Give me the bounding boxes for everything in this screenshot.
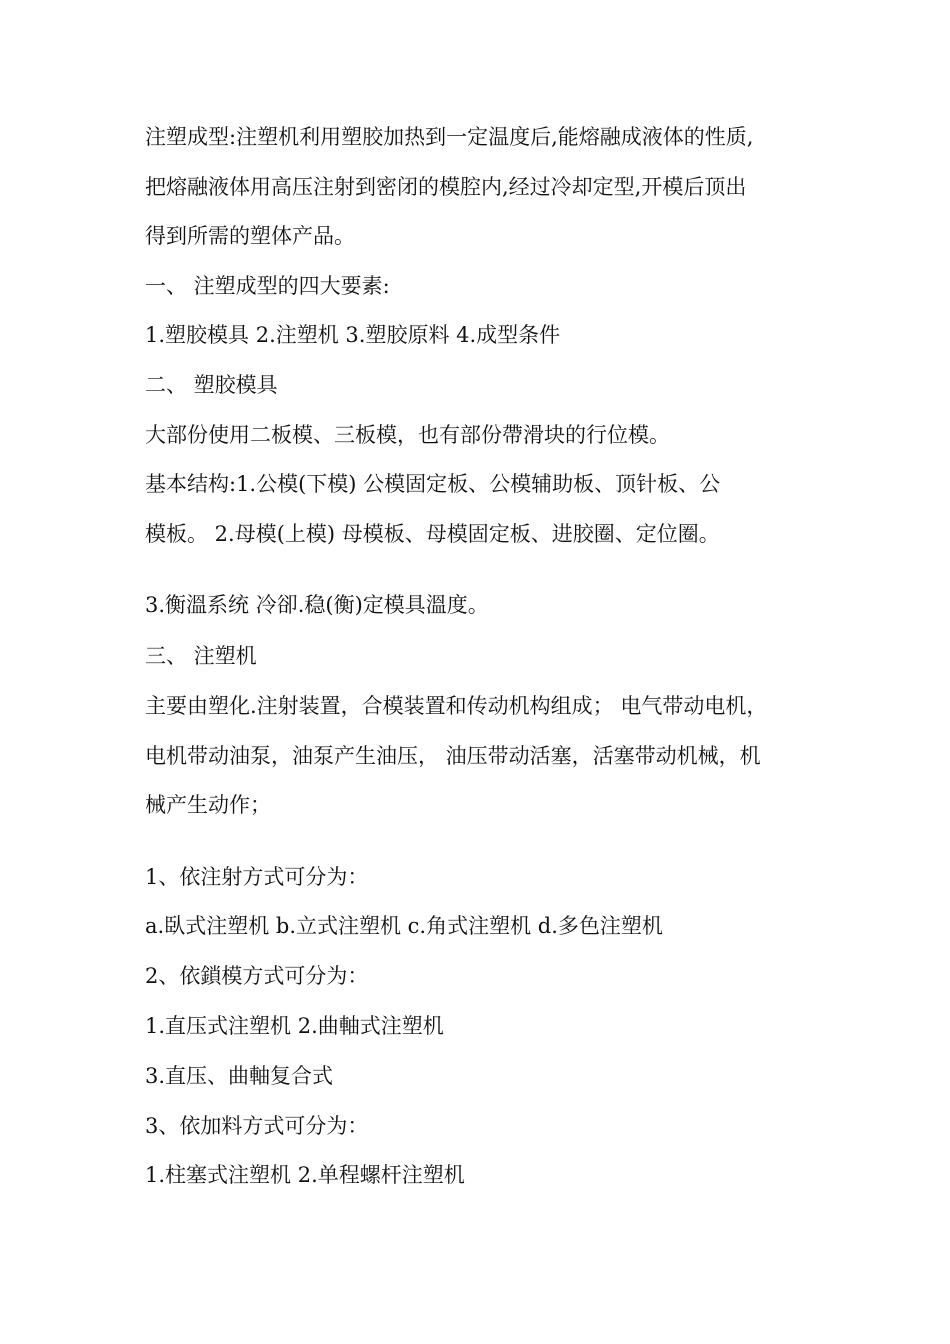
section-2-para-2-line-1: 基本结构:1.公模(下模) 公模固定板、公模辅助板、顶针板、公 [145, 472, 721, 496]
section-2-para-2-line-2: 模板。 2.母模(上模) 母模板、母模固定板、进胶圈、定位圈。 [145, 522, 720, 546]
section-3-para-line-2: 电机带动油泵，油泵产生油压， 油压带动活塞，活塞带动机械，机 [145, 744, 761, 768]
section-2-heading: 二、 塑胶模具 [145, 373, 278, 397]
section-3-para-line-1: 主要由塑化.注射装置，合模装置和传动机构组成； 电气带动电机， [145, 694, 768, 718]
section-1-items: 1.塑胶模具 2.注塑机 3.塑胶原料 4.成型条件 [145, 323, 561, 347]
section-1-heading: 一、 注塑成型的四大要素: [145, 274, 390, 298]
intro-line-1: 注塑成型:注塑机利用塑胶加热到一定温度后,能熔融成液体的性质, [145, 125, 754, 149]
sub-1-items: a.臥式注塑机 b.立式注塑机 c.角式注塑机 d.多色注塑机 [145, 914, 663, 938]
section-3-para-line-3: 械产生动作； [145, 793, 271, 817]
section-2-para-3: 3.衡溫系统 冷卻.稳(衡)定模具溫度。 [145, 593, 489, 617]
sub-2-items-line-2: 3.直压、曲軸复合式 [145, 1064, 334, 1088]
sub-1-heading: 1、依注射方式可分为： [145, 865, 369, 889]
section-2-para-1: 大部份使用二板模、三板模，也有部份帶滑块的行位模。 [145, 423, 670, 447]
section-3-heading: 三、 注塑机 [145, 644, 257, 668]
sub-2-items-line-1: 1.直压式注塑机 2.曲軸式注塑机 [145, 1014, 444, 1038]
sub-2-heading: 2、依鎖模方式可分为： [145, 964, 369, 988]
sub-3-heading: 3、依加料方式可分为： [145, 1114, 369, 1138]
sub-3-items: 1.柱塞式注塑机 2.单程螺杆注塑机 [145, 1163, 465, 1187]
intro-line-3: 得到所需的塑体产品。 [145, 224, 355, 248]
intro-line-2: 把熔融液体用高压注射到密闭的模腔内,经过冷却定型,开模后顶出 [145, 175, 747, 199]
